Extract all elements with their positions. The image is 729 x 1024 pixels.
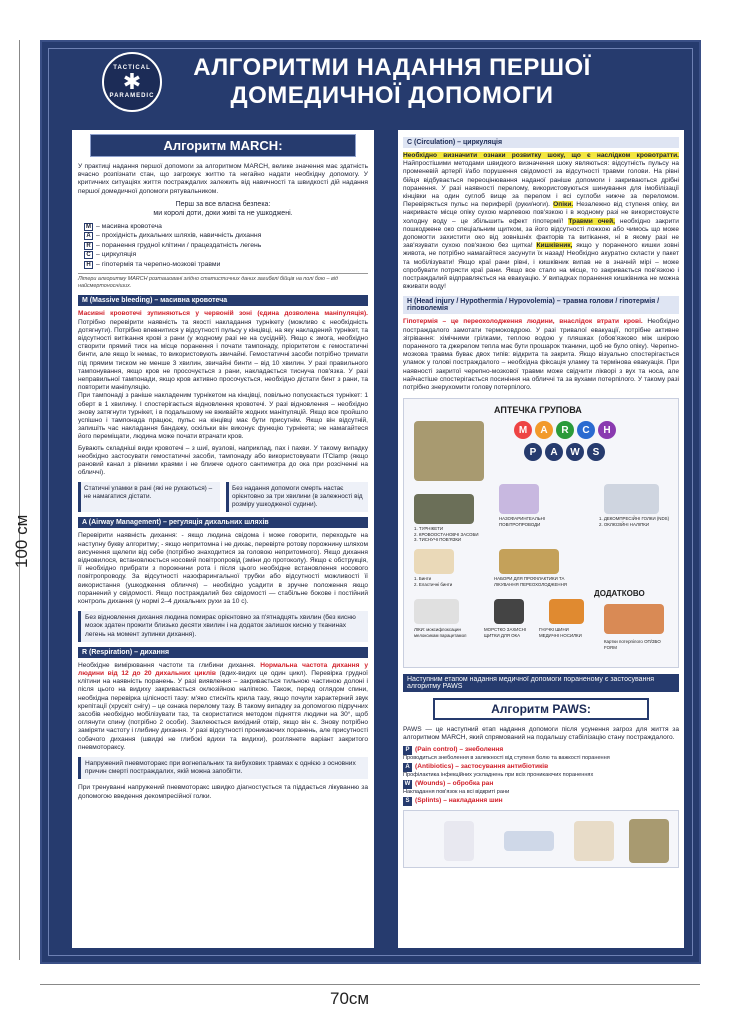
a-note: Без відновлення дихання людина помирає орієнтовно за п'ятнадцять хвилин (без кисню мозок здатен прожити близько десяти хвилин і на додаток залишок кисню у тканинах легень на момент зупинки дихання). bbox=[78, 611, 368, 642]
paws-key: (Pain control) – знеболення bbox=[415, 745, 504, 753]
paws-header: Алгоритм PAWS: bbox=[433, 698, 649, 720]
march-letter: R bbox=[84, 242, 93, 250]
paws-list bbox=[403, 746, 679, 806]
kit-label-3: 1. ДЕКОМПРЕСІЙНІ ГОЛКИ (NDS) 2. ОКЛЮЗІЙНІ НАЛІПКИ bbox=[599, 516, 670, 527]
paws-letter: W bbox=[404, 780, 411, 787]
c-burn-key: Опіки. bbox=[553, 201, 574, 209]
tourniquet-image bbox=[414, 494, 474, 524]
left-column bbox=[72, 130, 374, 948]
a-section-text: Перевірити наявність дихання: - якщо людина свідома і може говорити, переходьте на наступну букву алгоритму; - якщо непритомна і не дихає, перевірте ротову порожнину шляхом висунення щелепи від себе (потрібно знаходитися за головою непритомного). Якщо дихання відновилося, встановлюється носовий повітропровід (зміни до протоколу). Якщо є обструкція, її необхідно прибрати з порожнини рота і після цього необхідне встановлення носового повітропроводу. За відсутності назофарингальної трубки або відсутності можливості її використання (ушкодження обличчя) – необхідно усадити в зручне положення якщо поранений у свідомості. Якщо постраждалий без свідомості — стабільне бокове і постійний контроль дихання (у нормі 2–4 дихальних рухи за 10 с). bbox=[78, 532, 368, 605]
m-section-header: M (Massive bleeding) – масивна кровотеча bbox=[78, 295, 368, 306]
needle-image bbox=[604, 484, 659, 514]
m-note-box-1: Статичні уламки в рані (які не рухаються) – не намагатися дістати. bbox=[78, 482, 220, 512]
pills-image bbox=[414, 599, 459, 624]
h-section-text bbox=[403, 318, 679, 392]
m-section-text bbox=[78, 310, 368, 392]
paws-item bbox=[403, 746, 679, 762]
safety-rule-line2: ми королі доти, доки живі та не ушкоджені. bbox=[153, 209, 293, 217]
kit-label-2: НАЗОФАРИНГЕАЛЬНІ ПОВІТРОПРОВОДИ bbox=[499, 516, 545, 527]
r-section-text3: При тренуванні напружений пневмоторакс швидко діагностується та піддається лікуванню за допомогою введення декомпресійної голки. bbox=[78, 784, 368, 800]
paws-key: (Wounds) – обробка ран bbox=[415, 779, 494, 787]
h-red-text: Гіпотермія – це переохолодження людини, внаслідок втрати крові. bbox=[403, 318, 643, 326]
kit-title: АПТЕЧКА ГРУПОВА bbox=[494, 405, 582, 416]
kit-label-4: 1. Бинти 2. Еластичні бинти bbox=[414, 576, 453, 587]
march-list bbox=[84, 222, 368, 270]
r-section-header: R (Respiration) – дихання bbox=[78, 647, 368, 658]
march-circle: A bbox=[535, 421, 553, 439]
paws-circle: P bbox=[524, 443, 542, 461]
march-item-text: – прохідність дихальних шляхів, навичність дихання bbox=[96, 232, 262, 240]
paws-circle: S bbox=[587, 443, 605, 461]
march-circle: C bbox=[577, 421, 595, 439]
march-item-text: – масивна кровотеча bbox=[96, 222, 162, 230]
cards-image bbox=[604, 604, 664, 634]
march-letter: C bbox=[84, 251, 93, 259]
march-list-item bbox=[84, 260, 368, 270]
h-section-header: H (Head injury / Hypothermia / Hypovolemia) – травма голови / гіпотермія / гіповолемія bbox=[403, 296, 679, 314]
paws-letter: S bbox=[403, 797, 412, 806]
c-burn-text: Незалежно від ступеня опіку, ви накриваєте місце опіку сухою марлевою пов'язкою і в жодному разі не використовуєте холодну воду – це збільшить ефект гіпотермії! bbox=[403, 201, 679, 225]
m-section-text2: При тампонаді з раніше накладеним турнікетом на кінцівці, повільно попускається турнікет: 1 оберт в 1 хвилину. І спостерігається відновлення кровотечі. У разі відновлення – необхідно знову затягнути турнікет, і в подальшому не вживайте жодних маніпуляцій. Якщо все пройшло успішно і тампонада працює, пульс на кінцівці має бути присутнім. Якщо він відсутній, запишіть час накладання бандажу, оскільки він виконує функцію турнікета; не намагайтеся його переміщати, людина може почати втрачати кров. bbox=[78, 392, 368, 441]
m-red-text: Масивні кровотечі зупиняються у червоній зоні (єдина дозволена маніпуляція). bbox=[78, 310, 368, 318]
bandage-image bbox=[414, 549, 454, 574]
paws-letter: P bbox=[403, 746, 412, 755]
h-text: Необхідно постраждалого замотати термоковдрою. У разі тривалої евакуації, потрібне активне зігрівання: хімічними грілками, теплою водою у пляшках (обов'язково між шкірою пораненого та джерелом тепла має бути прошарок тканини, щоб не було опіку). Черепно-мозкова травма буває двох типів: відкрита та закрита. Якщо візуально спостерігається уламок у голові постраждалого – необхідна фіксація уламку та термінова евакуація. При наявності закритої черепно-мозкової травми може свідчити лікворі з вух та носа, але найчастіше спостерігається посиніння на обличчі та за вухами потерпілого. У такому разі потрібно знерухомити голову потерпілого. bbox=[403, 318, 679, 392]
c-section-header: C (Circulation) – циркуляція bbox=[403, 137, 679, 148]
march-circles bbox=[514, 421, 616, 439]
width-dimension-label: 70см bbox=[330, 989, 370, 1008]
pills-pack-image bbox=[504, 831, 554, 851]
m-note-box-2: Без надання допомоги смерть настає орієнтовно за три хвилини (в залежності від розміру ушкодженої судини). bbox=[226, 482, 368, 512]
paws-item bbox=[403, 780, 679, 796]
a-section-header: A (Airway Management) – регуляція дихальних шляхів bbox=[78, 517, 368, 528]
kit-label-1: 1. ТУРНІКЕТИ 2. КРОВООСТАНОВЧІ ЗАСОБИ 3. ТИСНУЧІ ПОВ'ЯЗКИ bbox=[414, 526, 479, 543]
kit-label-8: ГНУЧКІ ШИНИ МЕДИЧНІ НОСИЛКИ bbox=[539, 627, 582, 638]
march-letter: A bbox=[84, 232, 93, 240]
r-text-1: Необхідне вимірювання частоти та глибини дихання. bbox=[78, 661, 261, 669]
eye-shield-image bbox=[494, 599, 524, 624]
march-list-item bbox=[84, 250, 368, 260]
kit-label-9: Картки потерпілого ОП/ЗБО FORM bbox=[604, 639, 661, 650]
poster-title bbox=[162, 54, 622, 110]
march-footnote: Літери алгоритму MARCH розташовані згідно статистичних даних загибелі бійців на полі бою – від найсмертоносніших. bbox=[78, 273, 368, 290]
march-list-item bbox=[84, 222, 368, 232]
march-list-item bbox=[84, 241, 368, 251]
kit-label-6: ЛІКИ: моксифлоксацин мелоксикам парацетамол bbox=[414, 627, 467, 638]
paws-letter: A bbox=[403, 763, 412, 772]
paws-key: (Antibiotics) – застосування антибіотиків bbox=[415, 762, 549, 770]
backpack-image bbox=[414, 421, 484, 481]
c-gut-key: Кишківник, bbox=[536, 242, 573, 250]
next-stage-banner: Наступним етапом надання медичної допомоги пораненому є застосування алгоритму PAWS bbox=[403, 674, 679, 692]
paws-circle: A bbox=[545, 443, 563, 461]
first-aid-kit-illustration bbox=[403, 398, 679, 668]
march-item-text: – циркуляція bbox=[96, 251, 137, 259]
title-line-2: ДОМЕДИЧНОЇ ДОПОМОГИ bbox=[230, 82, 554, 109]
r-red-text: Нормальна частота дихання у людини від 12 до 20 дихальних циклів bbox=[78, 661, 368, 678]
march-circle: M bbox=[514, 421, 532, 439]
march-item-text: – поранення грудної клітини / працездатність легень bbox=[96, 241, 262, 249]
march-intro: У практиці надання першої допомоги за алгоритмом MARCH, велике значення має здатність вчасно розпізнати стан, що загрожує життю та негайно надати необхідну допомогу. У критичних ситуаціях життя постраждалих залежить від навичності та швидкості дій надання першої домедичної допомоги рятувальником. bbox=[78, 163, 368, 195]
paws-item bbox=[403, 797, 679, 806]
r-note: Напружений пневмоторакс при вогнепальних та вибухових травмах є однією з основних причин смерті постраждалих, якій можна запобігти. bbox=[78, 757, 368, 779]
wound-dressing-image bbox=[574, 821, 614, 861]
width-dimension-line bbox=[40, 984, 700, 985]
paws-desc: Проводиться знеболення в залежності від ступеня болю та важкості поранення bbox=[403, 754, 610, 761]
height-dimension-label: 100 см bbox=[12, 514, 31, 568]
c-text: Найпростішими методами швидкого визначення шоку являються: відсутність пульсу на променевій артерії і/або порушення свідомості за відсутності травми голови. На рівні бійця відбувається переоцінювання наданої раніше допомоги і закриваються дрібні поранення. У разі наявності перелому, використовуються шинування для імобілізації кінцівки на один суглоб вище за перелом і всі суглоби нижче за переломом. Перевіряється пульс на периферії (руки/ноги). bbox=[403, 160, 679, 209]
r-section-text bbox=[78, 662, 368, 752]
paws-intro: PAWS — це наступний етап надання допомоги після усунення загроз для життя за алгоритмом MARCH, який спрямований на подальшу стабілізацію стану постраждалого. bbox=[403, 726, 679, 742]
march-header: Алгоритм MARCH: bbox=[90, 134, 356, 157]
logo-top-text: TACTICAL bbox=[113, 65, 151, 71]
syringe-image bbox=[444, 821, 474, 861]
c-eye-text: необхідно закрити пошкоджене око спеціальним щитком, за його відсутності ложкою або чимось що може допомогти захистити око від зовнішніх факторів та витікання, ні в якому разі не зав'язувати сухою пов'язкою без щитка! bbox=[403, 217, 679, 250]
m-note-boxes bbox=[78, 482, 368, 512]
march-item-text: – гіпотермія та черепно-мозкові травми bbox=[96, 260, 221, 268]
splint-arm-image bbox=[629, 819, 669, 863]
paws-key: (Splints) – накладання шин bbox=[415, 796, 503, 804]
march-letter: H bbox=[84, 261, 93, 269]
paws-circle: W bbox=[566, 443, 584, 461]
star-of-life-icon: ✱ bbox=[122, 69, 142, 94]
kit-label-5: НАБОРИ ДЛЯ ПРОФІЛАКТИКИ ТА ЛІКУВАННЯ ПЕРЕОХОЛОДЖЕННЯ bbox=[494, 576, 567, 587]
m-text: Потрібно перевірити наявність та якості накладання турнікету (можливо є необхідність дотягнути). Потрібно впевнитися у відсутності пульсу у кінцівці, на яку накладений турнікет, та відсутності витікання крові з рани (у жодному разі не на сусідній). Якщо є змога, необхідно створити прямий тиск на місце поранення і почати тампонаду, пріоритетом є гемостатичні бинти, але якщо їх немає, то використовують звичайні. Гемостатичні засоби потрібно тримати під прямим тиском не менше 3 хвилин, звичайні бинти – від 10 хвилин. У разі правильного тампонування, якщо кров не просочується з рани, накладається тиснуча пов'язка. У разі неправильної тампонади, якщо кров активно просочується, необхідно дістати бинт з рани, та повторити маніпуляцію. bbox=[78, 318, 368, 392]
march-circle: R bbox=[556, 421, 574, 439]
paws-circles bbox=[524, 443, 605, 461]
right-column bbox=[398, 130, 684, 948]
paws-desc: Накладання пов'язок на всі відкриті рани bbox=[403, 788, 510, 795]
kit-label-7: МОРСТКО ЗАХИСНІ ЩИТКИ ДЛЯ ОКА bbox=[484, 627, 527, 638]
safety-rule-line1: Перш за все власна безпека: bbox=[175, 200, 271, 208]
m-section-text3: Бувають складніші види кровотечі – з шиї, вузлові, наприклад, пах і пахви. У такому випадку необхідно застосувати гемостатичні засоби, тампонаду або використовувати ITClamp (якщо рановий канал з рівними краями і не ближче одного сантиметра до ока при розсіченні на обличчі). bbox=[78, 444, 368, 477]
c-eye-key: Травми очей, bbox=[568, 217, 615, 225]
march-list-item bbox=[84, 231, 368, 241]
march-letter: M bbox=[86, 223, 91, 230]
logo-bottom-text: PARAMEDIC bbox=[109, 93, 155, 99]
paws-illustration bbox=[403, 810, 679, 868]
kit-additional-label: ДОДАТКОВО bbox=[594, 589, 645, 599]
r-text-2: (вдих-видих це один цикл). Перевірка грудної клітини на наявність поранень. У разі виявлення – закривається тильною частиною долоні і після цього на видиху закривається оклюзійною наліпкою. Також, перед оглядом спини, необхідна перевірка цілісності тазу: м'яко стиснїть крила тазу, якщо почули характерний звук крепітації (хрускіт снігу) – це ознака перелому тазу. В такому випадку за допомогою підручних засобів необхідно мобілізувати таз, та скористатися методом підняття людини на 30°, щоб оглянути спину (потрібно 2 особи). Заклеюється вихідний отвір, якщо він є. Знову потрібно заміряти частоту і глибину дихання. У разі відсутності проникаючих поранень, але присутності собачого дихання (швидкі не глибокі вдихи та видихи), розглянете варіант закритого пневмотораксу. bbox=[78, 670, 368, 751]
blanket-image bbox=[499, 549, 559, 574]
safety-rule bbox=[78, 200, 368, 218]
title-line-1: АЛГОРИТМИ НАДАННЯ ПЕРШОЇ bbox=[193, 54, 591, 81]
paws-item bbox=[403, 763, 679, 779]
c-section-text bbox=[403, 152, 679, 291]
splint-image bbox=[549, 599, 584, 624]
height-dimension-line bbox=[19, 40, 20, 960]
poster bbox=[40, 40, 701, 964]
tactical-paramedic-logo bbox=[102, 52, 162, 112]
c-yellow-text: Необхідно визначити ознаки розвитку шоку, що є наслідком кровотратти. bbox=[403, 152, 679, 159]
paws-desc: Профілактика інфекційних ускладнень при всіх проникаючих пораненнях bbox=[403, 771, 594, 778]
c-gut-text: якщо у пораненого кишки зовні живота, не потрібно намагайтеся засунути їх назад! Необхідно акуратно скласти у пакет та мобілізувати! Якщо краї рани рівні, і кишківник випав не в значній мірі – може спробувати потрясти краї рани. Якщо все стало на місце, то закривається пов'язкою і постраждалий відправляється на евакуацію. У випадках поранення кишківника не можна вживати воду! bbox=[403, 242, 679, 291]
march-circle: H bbox=[598, 421, 616, 439]
airway-image bbox=[499, 484, 539, 514]
